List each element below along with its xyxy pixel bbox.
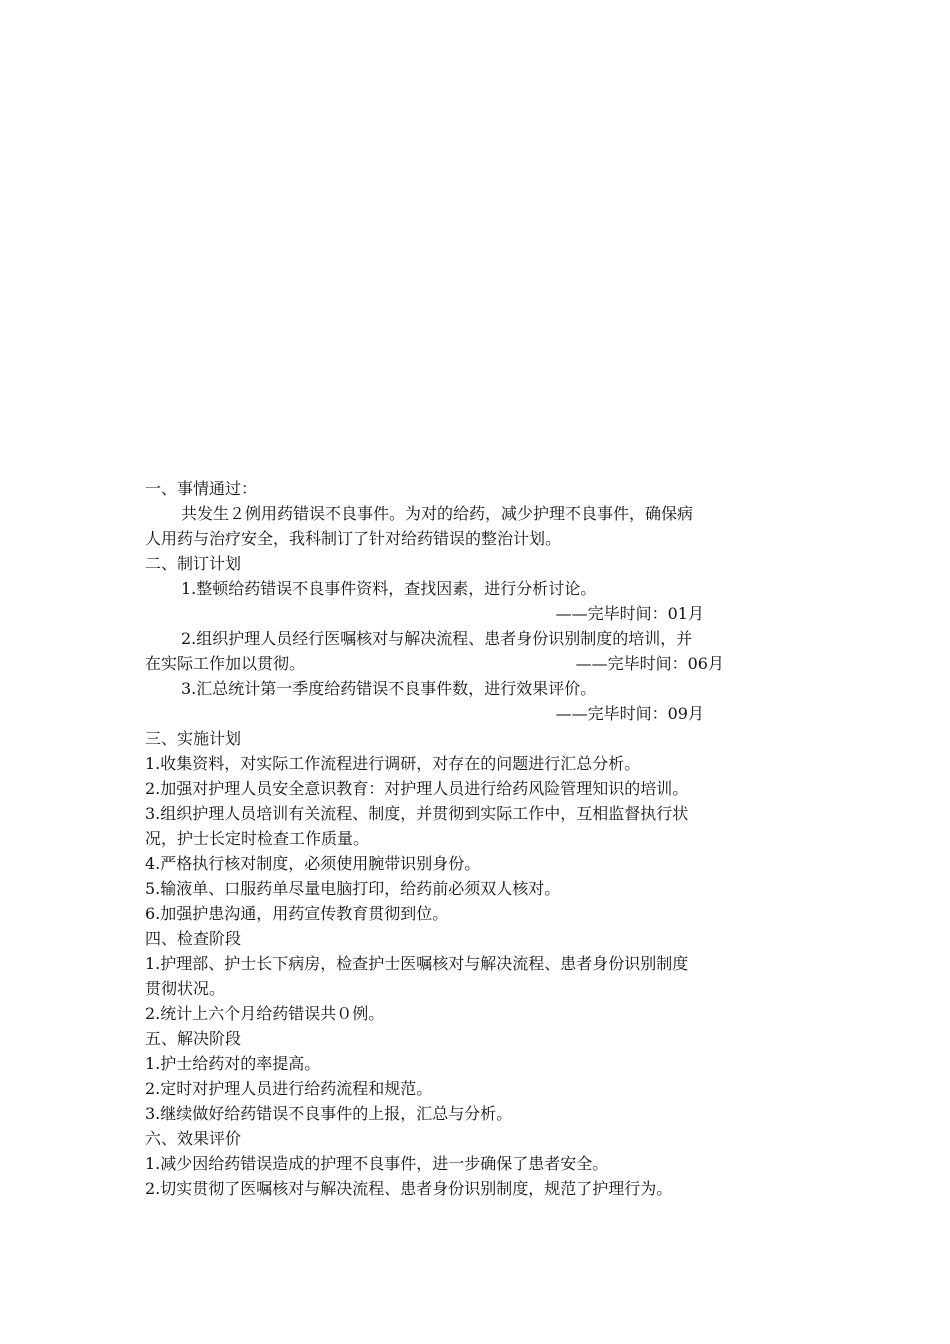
list-item: 2.加强对护理人员安全意识教育：对护理人员进行给药风险管理知识的培训。 <box>145 779 689 798</box>
list-item: 1.护士给药对的率提高。 <box>145 1054 321 1073</box>
list-item-continued: 况，护士长定时检查工作质量。 <box>145 829 370 848</box>
list-item: 2.定时对护理人员进行给药流程和规范。 <box>145 1079 433 1098</box>
list-item: 4.严格执行核对制度，必须使用腕带识别身份。 <box>145 854 481 873</box>
section-heading-4: 四、检查阶段 <box>145 929 242 948</box>
list-item: 3.组织护理人员培训有关流程、制度，并贯彻到实际工作中，互相监督执行状 <box>145 804 689 823</box>
list-item: 2.统计上六个月给药错误共０例。 <box>145 1004 385 1023</box>
plan-item-1: 1.整顿给药错误不良事件资料，查找因素，进行分析讨论。 <box>181 579 597 598</box>
plan-item-3: 3.汇总统计第一季度给药错误不良事件数，进行效果评价。 <box>181 679 597 698</box>
section-heading-2: 二、制订计划 <box>145 554 242 573</box>
section-heading-5: 五、解决阶段 <box>145 1029 242 1048</box>
plan-item-2-time: ——完毕时间：06月 <box>575 654 724 673</box>
plan-item-3-time: ——完毕时间：09月 <box>555 704 704 723</box>
plan-item-1-time: ——完毕时间：01月 <box>555 604 704 623</box>
document-body <box>145 476 810 1201</box>
paragraph-line: 共发生２例用药错误不良事件。为对的给药，减少护理不良事件，确保病 <box>181 504 694 523</box>
list-item: 2.切实贯彻了医嘱核对与解决流程、患者身份识别制度，规范了护理行为。 <box>145 1179 673 1198</box>
section-heading-3: 三、实施计划 <box>145 729 242 748</box>
list-item: 3.继续做好给药错误不良事件的上报，汇总与分析。 <box>145 1104 513 1123</box>
list-item: 6.加强护患沟通，用药宣传教育贯彻到位。 <box>145 904 449 923</box>
list-item-continued: 贯彻状况。 <box>145 979 226 998</box>
section-heading-1: 一、事情通过： <box>145 479 258 498</box>
list-item: 1.护理部、护士长下病房，检查护士医嘱核对与解决流程、患者身份识别制度 <box>145 954 689 973</box>
paragraph-line: 人用药与治疗安全，我科制订了针对给药错误的整治计划。 <box>145 529 562 548</box>
list-item: 5.输液单、口服药单尽量电脑打印，给药前必须双人核对。 <box>145 879 561 898</box>
plan-item-2: 2.组织护理人员经行医嘱核对与解决流程、患者身份识别制度的培训，并 <box>181 629 693 648</box>
plan-item-2-tail: 在实际工作加以贯彻。 <box>145 654 306 673</box>
section-heading-6: 六、效果评价 <box>145 1129 242 1148</box>
list-item: 1.收集资料，对实际工作流程进行调研，对存在的问题进行汇总分析。 <box>145 754 641 773</box>
list-item: 1.减少因给药错误造成的护理不良事件，进一步确保了患者安全。 <box>145 1154 609 1173</box>
plan-item-2-continued <box>145 651 810 676</box>
